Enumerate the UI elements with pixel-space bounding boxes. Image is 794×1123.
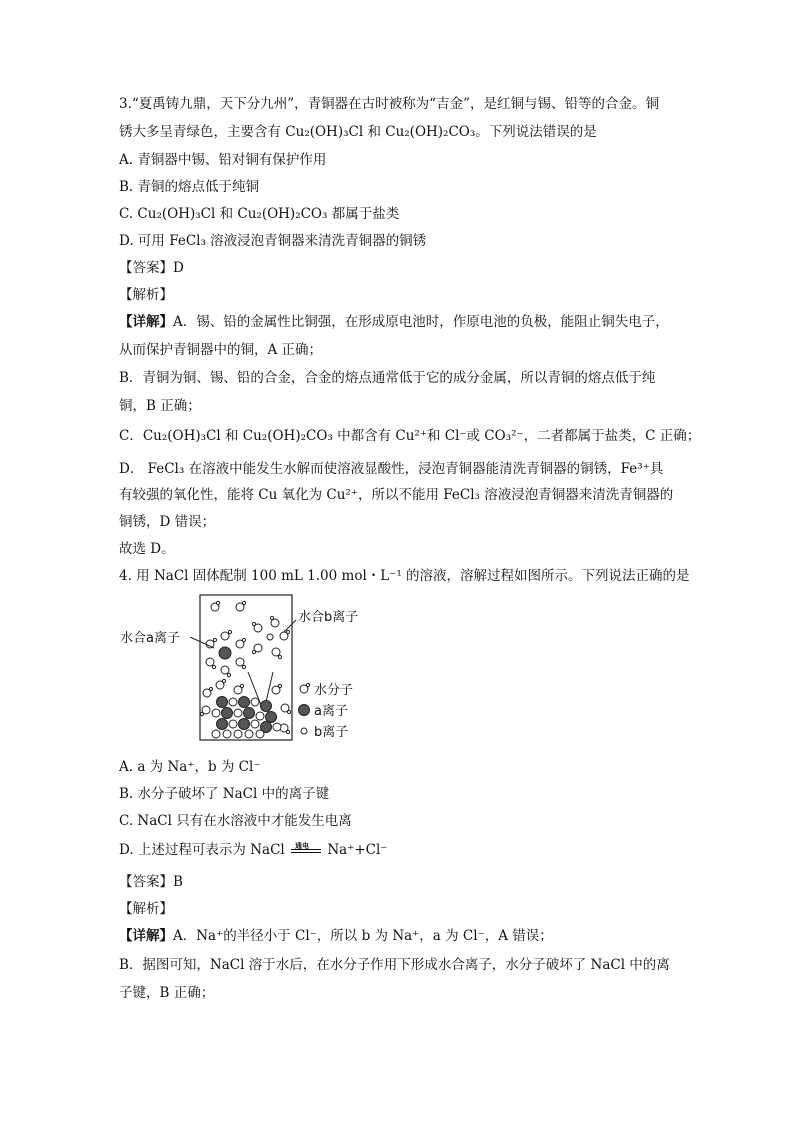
q3-detail-d-line-3: 铜锈，D 错误； bbox=[119, 514, 216, 530]
equation-arrow-line-2 bbox=[291, 852, 321, 853]
q4-option-b: B. 水分子破坏了 NaCl 中的离子键 bbox=[119, 786, 330, 802]
q4-detail-a-text: A．Na⁺的半径小于 Cl⁻，所以 b 为 Na⁺，a 为 Cl⁻，A 错误； bbox=[173, 928, 553, 944]
label-hydrated-b: 水合b离子 bbox=[298, 610, 359, 625]
q4-option-c: C. NaCl 只有在水溶液中才能发生电离 bbox=[119, 813, 352, 829]
hydrated-a-ion bbox=[206, 630, 246, 676]
pointer-line-b bbox=[284, 620, 296, 632]
q4-detail-a-line-1 bbox=[119, 927, 553, 945]
equation-arrow-line bbox=[291, 849, 321, 850]
q4-detail-b-line-2: 子键，B 正确； bbox=[119, 985, 215, 1001]
q3-detail-a-line-1 bbox=[119, 313, 669, 331]
label-hydrated-a: 水合a离子 bbox=[120, 631, 180, 646]
q3-conclusion: 故选 D。 bbox=[119, 541, 175, 557]
q3-option-d: D. 可用 FeCl₃ 溶液浸泡青铜器来清洗青铜器的铜锈 bbox=[119, 233, 427, 249]
q4-detail-label: 【详解】 bbox=[119, 928, 173, 944]
q3-option-b: B. 青铜的熔点低于纯铜 bbox=[119, 179, 260, 195]
q3-detail-b-line-2: 铜，B 正确； bbox=[119, 398, 201, 414]
nacl-crystal-lattice bbox=[212, 697, 281, 739]
legend-water-label: 水分子 bbox=[314, 683, 354, 698]
q4-stem: 4. 用 NaCl 固体配制 100 mL 1.00 mol・L⁻¹ 的溶液，溶解过程如图所示。下列说法正确的是 bbox=[119, 568, 690, 584]
legend bbox=[299, 683, 310, 734]
q4-option-d bbox=[119, 841, 387, 859]
hydrated-b-ion bbox=[252, 616, 289, 658]
q3-detail-a-line-2: 从而保护青铜器中的铜，A 正确； bbox=[119, 342, 323, 358]
q3-detail-c-line-1: C．Cu₂(OH)₃Cl 和 Cu₂(OH)₂CO₃ 中都含有 Cu²⁺和 Cl⁻或 CO₃²⁻，二者都属于盐类，C 正确； bbox=[119, 428, 701, 444]
dissolution-diagram bbox=[118, 590, 418, 748]
legend-b-label: b离子 bbox=[314, 725, 349, 740]
q4-analysis-label: 【解析】 bbox=[119, 901, 173, 917]
q3-answer: 【答案】D bbox=[119, 260, 184, 276]
q3-stem-line-1: 3.“夏禹铸九鼎，天下分九州”，青铜器在古时被称为“吉金”，是红铜与锡、铅等的合金。铜 bbox=[119, 96, 659, 112]
equation-arrow bbox=[289, 840, 323, 858]
q3-detail-label: 【详解】 bbox=[119, 314, 173, 330]
q4-option-d-prefix: D. 上述过程可表示为 NaCl bbox=[119, 842, 285, 858]
q4-detail-b-line-1: B．据图可知，NaCl 溶于水后，在水分子作用下形成水合离子，水分子破坏了 NaCl 中的离 bbox=[119, 957, 670, 973]
pointer-line-2 bbox=[266, 672, 273, 702]
q3-detail-d-line-2: 有较强的氧化性，能将 Cu 氧化为 Cu²⁺，所以不能用 FeCl₃ 溶液浸泡青铜器来清洗青铜器的 bbox=[119, 487, 674, 503]
q3-stem-line-2: 锈大多呈青绿色，主要含有 Cu₂(OH)₃Cl 和 Cu₂(OH)₂CO₃。下列说法错误的是 bbox=[119, 124, 597, 140]
q4-answer: 【答案】B bbox=[119, 874, 183, 890]
q3-option-c: C. Cu₂(OH)₃Cl 和 Cu₂(OH)₂CO₃ 都属于盐类 bbox=[119, 206, 400, 222]
q3-analysis-label: 【解析】 bbox=[119, 287, 173, 303]
q3-detail-b-line-1: B．青铜为铜、锡、铅的合金，合金的熔点通常低于它的成分金属，所以青铜的熔点低于纯 bbox=[119, 370, 656, 386]
q4-option-d-suffix: Na⁺+Cl⁻ bbox=[327, 842, 388, 858]
q4-option-a: A. a 为 Na⁺，b 为 Cl⁻ bbox=[119, 759, 261, 775]
free-water-molecules bbox=[211, 601, 246, 611]
q3-option-a: A. 青铜器中锡、铅对铜有保护作用 bbox=[119, 152, 327, 168]
q3-detail-a-text: A．锡、铅的金属性比铜强，在形成原电池时，作原电池的负极，能阻止铜失电子， bbox=[173, 314, 669, 330]
q3-detail-d-line-1: D． FeCl₃ 在溶液中能发生水解而使溶液显酸性，浸泡青铜器能清洗青铜器的铜锈，Fe³⁺具 bbox=[119, 461, 664, 477]
legend-a-label: a离子 bbox=[314, 704, 348, 719]
equation-arrow-label: 通电 bbox=[295, 840, 310, 850]
